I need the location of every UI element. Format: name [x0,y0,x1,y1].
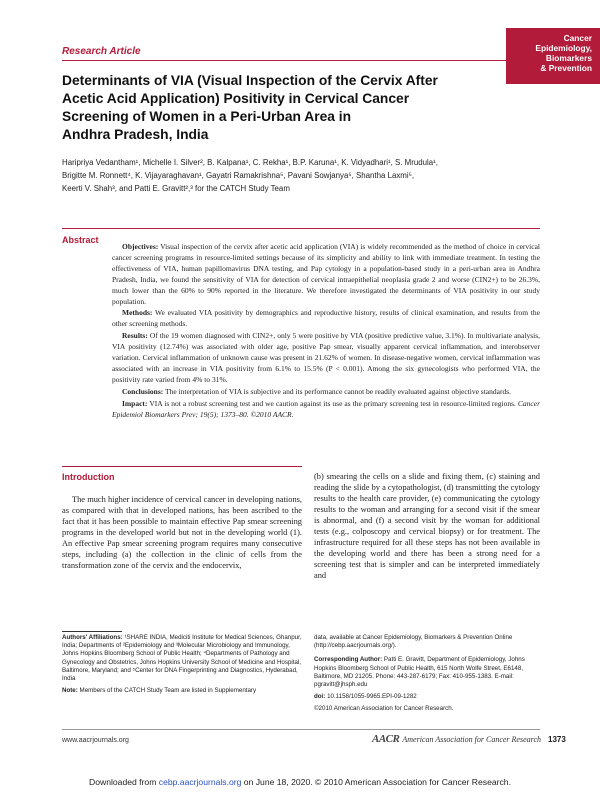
methods-text: We evaluated VIA positivity by demographics and reproductive history, results of clinical examination, and results from the other screening methods. [112,308,540,329]
footnotes-right [314,634,540,714]
intro-left-column [62,494,302,571]
note-text: Members of the CATCH Study Team are listed in Supplementary [79,687,257,695]
abstract-conclusions [112,387,540,398]
download-link[interactable]: cebp.aacrjournals.org [158,777,242,787]
abstract-body [112,242,540,422]
header-divider [62,60,506,61]
title-line: Screening of Women in a Peri-Urban Area in [62,109,352,124]
title-line: Andhra Pradesh, India [62,127,209,142]
download-prefix: Downloaded from [89,777,159,787]
conclusions-label: Conclusions: [122,386,164,396]
conclusions-text: The interpretation of VIA is subjective and its performance cannot be readily evaluated against objective standards. [165,386,512,396]
note-label: Note: [62,687,78,695]
intro-paragraph-continued: (b) smearing the cells on a slide and fixing them, (c) staining and reading the slide by a cytopathologist, (d) transmitting the cytology results to the health care provider, (e) communicating the cytology results to the woman and arranging for a second visit if the smear is abnormal, and (f) a second visit by the woman for additional tests (e.g., colposcopy and cervical biopsy) or for treatment. The infrastructure required for all these steps has not been available in the developing world and there has been a strong need for a screening test that is simpler and can be interpreted immediately and [314,472,540,580]
article-title [62,72,482,144]
author-line: Keerti V. Shah³, and Patti E. Gravitt²,³ for the CATCH Study Team [62,184,290,194]
intro-divider [62,466,302,467]
author-line: Brigitte M. Ronnett⁴, K. Vijayaraghavan¹, Gayatri Ramakrishna⁵, Pavani Sowjanya⁵, Shantha Laxmi⁵, [62,171,415,181]
journal-badge [506,28,600,84]
affiliations-text: ¹SHARE INDIA, Mediciti Institute for Medical Sciences, Ghanpur, India; Departments of ²Epidemiology and ³Molecular Microbiology and Immunology, Johns Hopkins Bloomberg School of Public Health; ⁴Departments of Pathology and Gynecology and Obstetrics, Johns Hopkins University School of Medicine and Hospital, Baltimore, Maryland; and ⁵Center for DNA Fingerprinting and Diagnostics, Hyderabad, India [62,634,302,683]
results-label: Results: [122,331,148,341]
methods-label: Methods: [122,308,153,318]
aacr-logo-text: American Association for Cancer Research [402,734,542,744]
journal-badge-line: Epidemiology, [535,43,592,53]
page-number: 1373 [548,735,566,744]
doi-text[interactable]: 10.1158/1055-9965.EPI-09-1282 [327,693,417,701]
results-text: Of the 19 women diagnosed with CIN2+, only 5 were positive by VIA (positive predictive value, 3.1%). In multivariate analysis, VIA positivity (12.74%) was associated with older age, positive Pap smear, visually apparent cervical inflammation, and interobserver variation. Cervical inflammation of unknown cause was present in 21.62% of women. In disease-negative women, cervical inflammation was associated with an increase in VIA positivity from 6.1% to 15.5% (P < 0.001). Among the six gynecologists who performed VIA, the positivity rate varied from 4% to 31%. [112,331,540,384]
objectives-text: Visual inspection of the cervix after acetic acid application (VIA) is widely recommended as the method of choice in cervical cancer screening programs in resource-limited settings because of its simplicity and ability to link with immediate treatment. In testing the effectiveness of VIA, human papillomavirus DNA testing, and Pap cytology in a population-based study in a peri-urban area in Andhra Pradesh, India, we found the sensitivity of VIA for detection of cervical intraepithelial neoplasia grade 2 and worse (CIN2+) to be 26.3%, much lower than the 60% to 90% reported in the literature. We therefore investigated the determinants of VIA positivity in our study population. [112,242,540,306]
affiliations-label: Authors' Affiliations: [62,634,123,641]
journal-badge-line: Biomarkers [545,53,592,63]
supplementary-text: data, available at Cancer Epidemiology, Biomarkers & Prevention Online (http://cebp.aacrjournals.org/). [314,634,513,650]
introduction-heading: Introduction [62,472,115,482]
title-line: Acetic Acid Application) Positivity in Cervical Cancer [62,91,410,106]
objectives-label: Objectives: [122,242,159,251]
footnotes-left [62,634,302,695]
article-type-label: Research Article [62,46,141,57]
author-list [62,156,542,196]
abstract-objectives [112,242,540,307]
abstract-results [112,331,540,386]
copyright-text: ©2010 American Association for Cancer Research. [314,705,454,713]
doi-label: doi: [314,693,326,701]
impact-label: Impact: [122,398,148,408]
citation: Cancer Epidemiol Biomarkers Prev; 19(5); 1373–80. ©2010 AACR. [112,398,540,419]
title-line: Determinants of VIA (Visual Inspection of the Cervix After [62,73,438,88]
journal-badge-line: & Prevention [540,63,592,73]
intro-right-column [314,471,540,581]
journal-url-link[interactable]: www.aacrjournals.org [62,737,129,744]
journal-badge-line: Cancer [563,33,592,43]
download-suffix: on June 18, 2020. © 2010 American Association for Cancer Research. [241,777,511,787]
abstract-impact [112,399,540,421]
abstract-divider [62,228,540,229]
aacr-logo [372,733,541,745]
intro-paragraph: The much higher incidence of cervical cancer in developing nations, as compared with that in developed nations, has been ascribed to the fact that it has been possible to maintain effective Pap smear screening programs in the developed world but not in the developing world (1). An effective Pap smear screening program requires many consecutive steps, including (a) the collection in the clinic of cells from the transformation zone of the cervix and the endocervix, [62,495,302,570]
footer-divider [62,729,540,730]
impact-text: VIA is not a robust screening test and we caution against its use as the primary screening test in resource-limited regions. [149,398,516,408]
corresponding-label: Corresponding Author: [314,656,383,664]
abstract-heading: Abstract [62,235,99,245]
author-line: Haripriya Vedantham¹, Michelle I. Silver², B. Kalpana¹, C. Rekha¹, B.P. Karuna¹, K. Vidyadhari¹, S. Mrudula¹, [62,158,438,167]
corresponding-text: Patti E. Gravitt, Department of Epidemiology, Johns Hopkins Bloomberg School of Public Health, 615 North Wolfe Street, E6148, Baltimore, MD 21205. Phone: 443-287-6179; Fax: 410-955-1383. E-mail: pgravitt@jhsph.edu [314,656,525,689]
download-stamp [0,777,600,787]
aacr-logo-mark: AACR [372,733,400,745]
footnote-divider [62,631,122,632]
abstract-methods [112,308,540,330]
